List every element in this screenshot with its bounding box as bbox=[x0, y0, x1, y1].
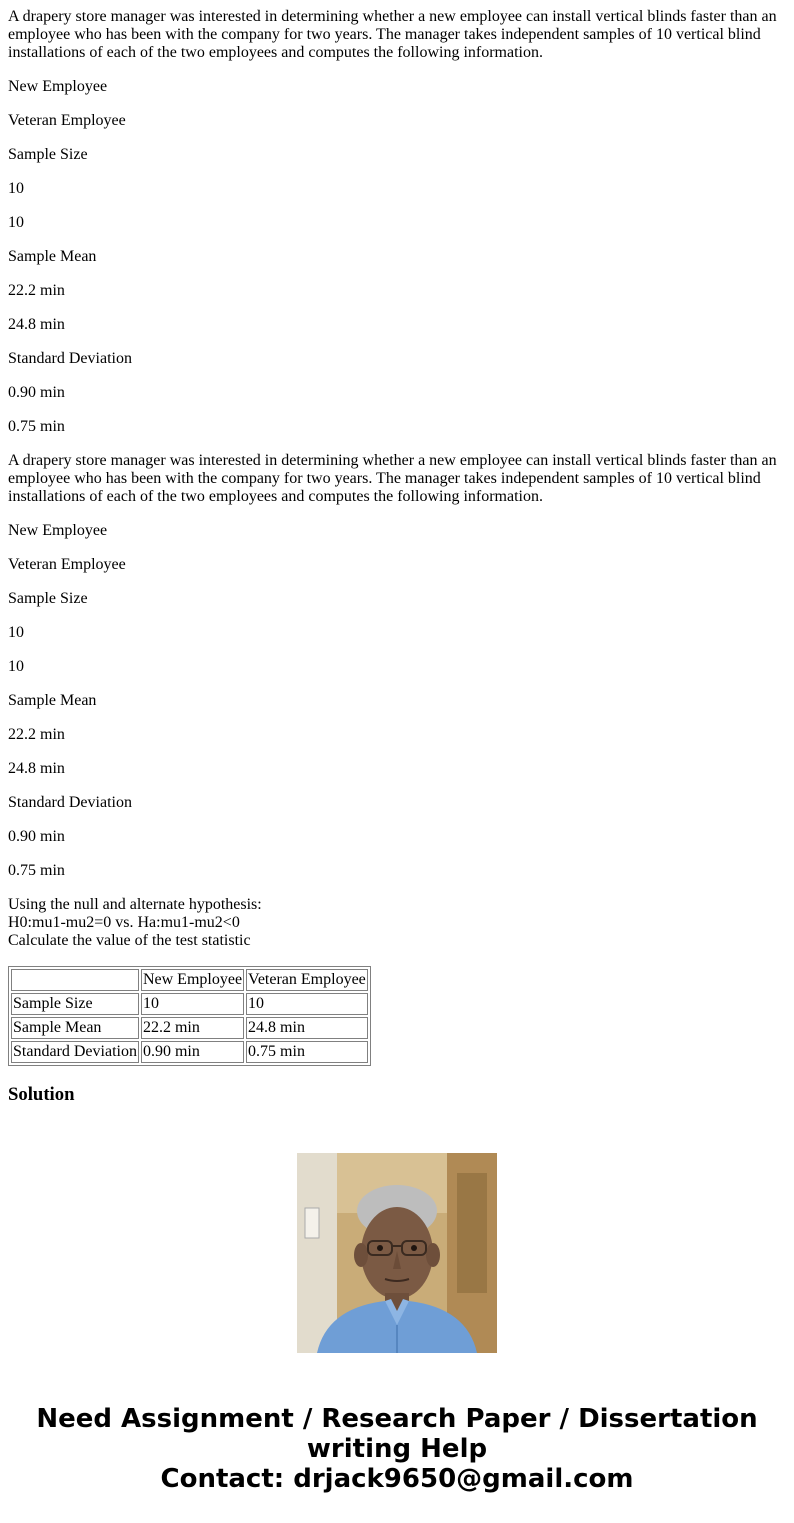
q2-line-sd2: 0.75 min bbox=[8, 862, 65, 879]
table-header-row bbox=[11, 969, 368, 991]
table-cell: 0.75 min bbox=[246, 1041, 368, 1063]
q1-line-std-dev: Standard Deviation bbox=[8, 350, 132, 367]
q1-line-mean2: 24.8 min bbox=[8, 316, 65, 333]
question-intro-1: A drapery store manager was interested in determining whether a new employee can install vertical blinds faster than an employee who has been with the company for two years. The manager takes independent samples of 10 vertical blind installations of each of the two employees and computes the following information. bbox=[8, 8, 777, 61]
q1-line-n1: 10 bbox=[8, 180, 24, 197]
table-header-cell: New Employee bbox=[141, 969, 244, 991]
q1-line-sd2: 0.75 min bbox=[8, 418, 65, 435]
task-statement: Calculate the value of the test statistic bbox=[8, 932, 251, 949]
table-header-cell: Veteran Employee bbox=[246, 969, 368, 991]
q2-line-mean2: 24.8 min bbox=[8, 760, 65, 777]
stats-table bbox=[8, 966, 371, 1066]
q2-line-new-employee: New Employee bbox=[8, 522, 108, 539]
q2-line-sd1: 0.90 min bbox=[8, 828, 65, 845]
q1-line-sd1: 0.90 min bbox=[8, 384, 65, 401]
table-cell: Standard Deviation bbox=[11, 1041, 139, 1063]
q2-line-sample-size: Sample Size bbox=[8, 590, 88, 607]
table-cell: 22.2 min bbox=[141, 1017, 244, 1039]
q2-line-veteran-employee: Veteran Employee bbox=[8, 556, 126, 573]
promo-line-2: writing Help bbox=[306, 1434, 488, 1464]
q2-line-n2: 10 bbox=[8, 658, 24, 675]
q1-line-sample-size: Sample Size bbox=[8, 146, 88, 163]
hypothesis-statement: H0:mu1-mu2=0 vs. Ha:mu1-mu2<0 bbox=[8, 914, 240, 931]
q2-line-sample-mean: Sample Mean bbox=[8, 692, 97, 709]
table-cell: 10 bbox=[141, 993, 244, 1015]
hypothesis-intro: Using the null and alternate hypothesis: bbox=[8, 896, 262, 913]
table-cell: 10 bbox=[246, 993, 368, 1015]
author-avatar bbox=[297, 1153, 497, 1353]
q1-line-veteran-employee: Veteran Employee bbox=[8, 112, 126, 129]
q1-line-mean1: 22.2 min bbox=[8, 282, 65, 299]
solution-heading: Solution bbox=[8, 1084, 75, 1105]
table-row bbox=[11, 1017, 368, 1039]
promo-text bbox=[0, 1404, 794, 1494]
promo-line-1: Need Assignment / Research Paper / Dissertation bbox=[36, 1404, 758, 1434]
table-cell: Sample Size bbox=[11, 993, 139, 1015]
q1-line-sample-mean: Sample Mean bbox=[8, 248, 97, 265]
promo-contact: Contact: drjack9650@gmail.com bbox=[160, 1464, 634, 1494]
q2-line-std-dev: Standard Deviation bbox=[8, 794, 132, 811]
q2-line-n1: 10 bbox=[8, 624, 24, 641]
q1-line-new-employee: New Employee bbox=[8, 78, 108, 95]
question-intro-2: A drapery store manager was interested in determining whether a new employee can install vertical blinds faster than an employee who has been with the company for two years. The manager takes independent samples of 10 vertical blind installations of each of the two employees and computes the following information. bbox=[8, 452, 777, 505]
table-cell: 24.8 min bbox=[246, 1017, 368, 1039]
document-content bbox=[8, 0, 786, 1122]
table-row bbox=[11, 1041, 368, 1063]
promo-overlay bbox=[0, 1122, 794, 1523]
q1-line-n2: 10 bbox=[8, 214, 24, 231]
q2-line-mean1: 22.2 min bbox=[8, 726, 65, 743]
table-cell: 0.90 min bbox=[141, 1041, 244, 1063]
table-cell: Sample Mean bbox=[11, 1017, 139, 1039]
table-row bbox=[11, 993, 368, 1015]
table-header-cell bbox=[11, 969, 139, 991]
hypothesis-block bbox=[8, 896, 786, 950]
